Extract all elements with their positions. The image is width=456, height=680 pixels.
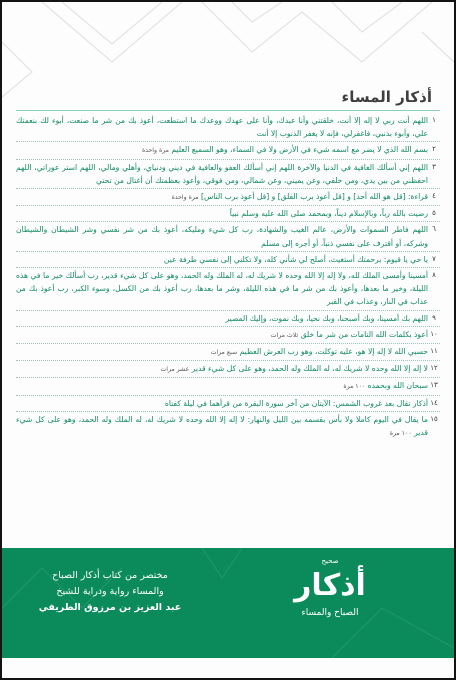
adhkar-list: [16, 114, 440, 534]
dhikr-item: [16, 190, 440, 206]
dhikr-item: [16, 379, 440, 395]
dhikr-text: [16, 207, 428, 220]
dhikr-text: [16, 328, 428, 342]
dhikr-body: أمسينا وأمسى الملك لله، ولا إله إلا الله وحده لا شريك له، له الملك وله الحمد، وهو على كل شيء قدير، رب أسألك خير ما في هذه الليلة، وخير ما بعدها، وأعوذ بك من شر ما في هذه الليلة، وشر ما بعدها، رب أعوذ بك من الكسل، وسوء الكبر، رب أعوذ بك من عذاب في النار، وعذاب في القبر: [16, 271, 428, 307]
dhikr-number: ١٥: [430, 414, 438, 423]
dhikr-number: ٥: [432, 209, 436, 218]
dhikr-body: حسبي الله لا إله إلا هو، عليه توكلت، وهو رب العرش العظيم: [239, 347, 428, 357]
repetition-note: مرة واحدة: [141, 147, 169, 155]
repetition-note: ثلاث مرات: [270, 331, 299, 339]
footer-line-2: والمساء رواية ودراية للشيخ: [56, 586, 164, 597]
dhikr-text: [16, 397, 428, 410]
dhikr-item: [16, 161, 440, 189]
dhikr-text: [16, 413, 428, 440]
dhikr-text: [16, 269, 428, 309]
dhikr-number: ٦: [432, 225, 436, 234]
footer-line-3: عبد العزيز بن مرزوق الطريفي: [38, 602, 182, 613]
dhikr-body: قراءة: [قل هو الله أحد] و [قل أعوذ برب الفلق] و [قل أعوذ برب الناس]: [200, 192, 428, 202]
logo-subtitle: الصباح والمساء: [301, 608, 359, 618]
dhikr-number: ٧: [432, 254, 436, 263]
dhikr-item: [16, 328, 440, 344]
dhikr-number: ١٢: [430, 364, 438, 373]
dhikr-number: ٩: [432, 313, 436, 322]
dhikr-body: لا إله إلا الله وحده لا شريك له، له الملك وله الحمد، وهو على كل شيء قدير: [191, 364, 428, 374]
footer-banner: [2, 548, 454, 658]
dhikr-item: [16, 413, 440, 441]
dhikr-body: ما يقال في اليوم كاملا ولا بأس بقسمه بين الليل والنهار: لا إله إلا الله وحده لا شريك له، له الملك وله الحمد، وهو على كل شيء قدير: [16, 414, 428, 438]
dhikr-number: ١: [432, 116, 436, 124]
footer-attribution: [10, 568, 210, 616]
dhikr-number: ١١: [430, 347, 438, 356]
bottom-margin: [2, 658, 454, 678]
dhikr-body: اللهم بك أمسينا، وبك أصبحنا، وبك نحيا، وبك نموت، وإليك المصير: [225, 313, 428, 323]
dhikr-number: ٨: [432, 271, 436, 280]
dhikr-text: [16, 143, 428, 157]
dhikr-item: [16, 143, 440, 159]
dhikr-number: ١٣: [430, 381, 438, 390]
dhikr-body: اللهم فاطر السموات والأرض، عالم الغيب والشهادة، رب كل شيء ومليكه، أعوذ بك من شر نفسي وشر الشيطان والشيطان وشركه، أو أقترف على نفسي ذنباً، أو أجره إلى مسلم: [16, 225, 428, 248]
dhikr-body: بسم الله الذي لا يضر مع اسمه شيء في الأرض ولا في السماء، وهو السميع العليم: [171, 145, 428, 155]
dhikr-body: سبحان الله وبحمده: [367, 381, 428, 391]
dhikr-number: ١٠: [430, 329, 438, 338]
logo-top-word: صحيح: [321, 557, 339, 565]
dhikr-text: [16, 190, 428, 204]
repetition-note: ١٠٠ مرة: [389, 430, 412, 438]
dhikr-item: [16, 345, 440, 361]
dhikr-text: [16, 379, 428, 393]
dhikr-text: [16, 161, 428, 187]
dhikr-item: [16, 114, 440, 142]
dhikr-body: يا حي يا قيوم: برحمتك أستغيث، أصلح لي شأني كله، ولا تكلني إلى نفسي طرفة عين: [163, 254, 428, 264]
logo-main-word: أذكار: [294, 568, 366, 603]
dhikr-text: [16, 312, 428, 325]
dhikr-number: ٤: [432, 192, 436, 201]
title-divider: [16, 110, 440, 111]
dhikr-body: أذكار تقال بعد غروب الشمس: الآيتان من آخر سورة البقرة من قرأهما في ليلة كفتاه: [164, 398, 428, 408]
dhikr-item: [16, 223, 440, 251]
dhikr-body: اللهم إني أسألك العافية في الدنيا والآخرة اللهم إني أسألك العفو والعافية في ديني ودنياي، وأهلي ومالي، اللهم استر عوراتي، اللهم احفظني من بين يدي، ومن خلفي، وعن يميني، وعن شمالي، ومن فوقي، وأعوذ بعظمتك أن أغتال من تحتي: [16, 162, 428, 185]
footer-line-1: مختصر من كتاب أذكار الصباح: [52, 570, 168, 581]
book-logo: [230, 556, 430, 646]
dhikr-item: [16, 253, 440, 268]
repetition-note: مرة واحدة: [171, 194, 199, 202]
dhikr-number: ٣: [432, 162, 436, 171]
page: [2, 2, 454, 678]
repetition-note: ١٠٠ مرة: [343, 383, 366, 391]
dhikr-item: [16, 207, 440, 222]
dhikr-text: [16, 362, 428, 376]
dhikr-item: [16, 362, 440, 378]
dhikr-text: [16, 114, 428, 140]
repetition-note: عشر مرات: [160, 366, 190, 374]
dhikr-body: رضيت بالله رباً، وبالإسلام ديناً، وبمحمد صلى الله عليه وسلم نبياً: [229, 209, 428, 219]
dhikr-body: اللهم أنت ربي لا إله إلا أنت، خلقتني وأنا عبدك، وأنا على عهدك ووعدك ما استطعت، أعوذ بك من شر ما صنعت، أبوء لك بنعمتك علي، وأبوء بذنبي، فاغفرلي، فإنه لا يغفر الذنوب إلا أنت: [16, 116, 428, 139]
dhikr-body: أعوذ بكلمات الله التامات من شر ما خلق: [300, 329, 428, 339]
dhikr-item: [16, 269, 440, 311]
dhikr-text: [16, 345, 428, 359]
repetition-note: سبع مرات: [210, 349, 238, 357]
dhikr-item: [16, 397, 440, 412]
decorative-pattern: [2, 2, 454, 102]
page-title: أذكار المساء: [341, 88, 432, 106]
dhikr-number: ٢: [432, 145, 436, 154]
dhikr-number: ١٤: [430, 398, 438, 407]
dhikr-text: [16, 253, 428, 266]
dhikr-item: [16, 312, 440, 327]
dhikr-text: [16, 223, 428, 249]
